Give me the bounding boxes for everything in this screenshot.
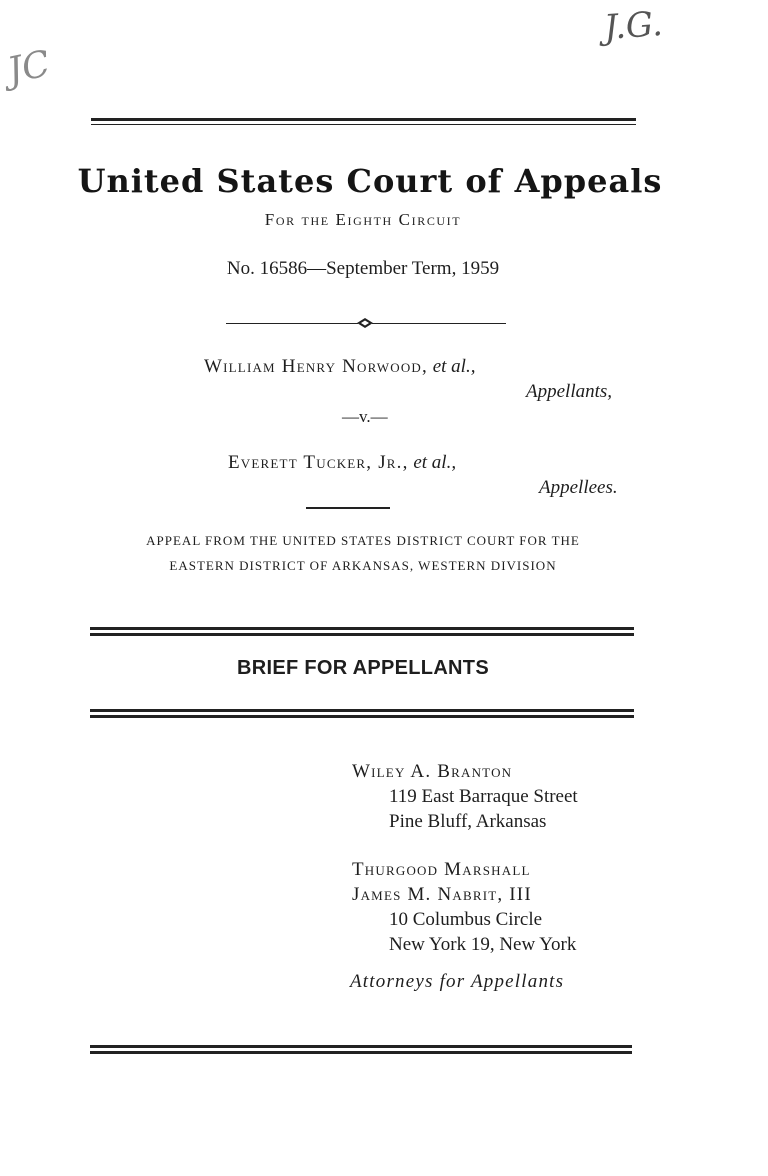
attorney-branton-name: Wiley A. Branton <box>352 761 513 782</box>
ornament-rule-left <box>226 323 358 324</box>
appellees-role: Appellees. <box>539 477 618 498</box>
attorney-nabrit-name: James M. Nabrit, III <box>352 884 532 905</box>
appellees-name: Everett Tucker, Jr., <box>228 452 409 473</box>
brief-rule-bottom <box>90 709 634 718</box>
attorney-marshall-name: Thurgood Marshall <box>352 859 531 880</box>
party-divider <box>306 507 390 509</box>
appeal-line-2: EASTERN DISTRICT OF ARKANSAS, WESTERN DIVISION <box>169 558 557 573</box>
brief-title: BRIEF FOR APPELLANTS <box>237 657 489 679</box>
appellees-line <box>228 452 456 474</box>
top-rule <box>91 118 636 125</box>
circuit-subtitle: For the Eighth Circuit <box>264 210 462 229</box>
handwritten-initials-left: JC <box>4 43 54 93</box>
bottom-rule <box>90 1045 632 1054</box>
appellees-et-al: et al., <box>413 452 457 473</box>
attorney-branton-city: Pine Bluff, Arkansas <box>389 811 547 832</box>
attorney-nyc-street: 10 Columbus Circle <box>389 909 543 930</box>
appeal-line-1: APPEAL FROM THE UNITED STATES DISTRICT COURT FOR THE <box>146 533 580 548</box>
appellants-line <box>204 356 475 378</box>
appellants-role: Appellants, <box>526 381 613 402</box>
versus: —v.— <box>342 407 388 426</box>
appellants-name: William Henry Norwood, <box>204 356 428 377</box>
attorney-nyc-city: New York 19, New York <box>389 934 577 955</box>
attorney-branton-street: 119 East Barraque Street <box>389 786 578 807</box>
brief-rule-top <box>90 627 634 636</box>
docket-number: No. 16586—September Term, 1959 <box>226 258 500 279</box>
attorneys-for-appellants: Attorneys for Appellants <box>350 971 565 992</box>
handwritten-initials-right: J.G. <box>602 4 664 48</box>
appellants-et-al: et al., <box>432 356 476 377</box>
ornament-rule-right <box>372 323 506 324</box>
court-name: United States Court of Appeals <box>77 162 663 200</box>
